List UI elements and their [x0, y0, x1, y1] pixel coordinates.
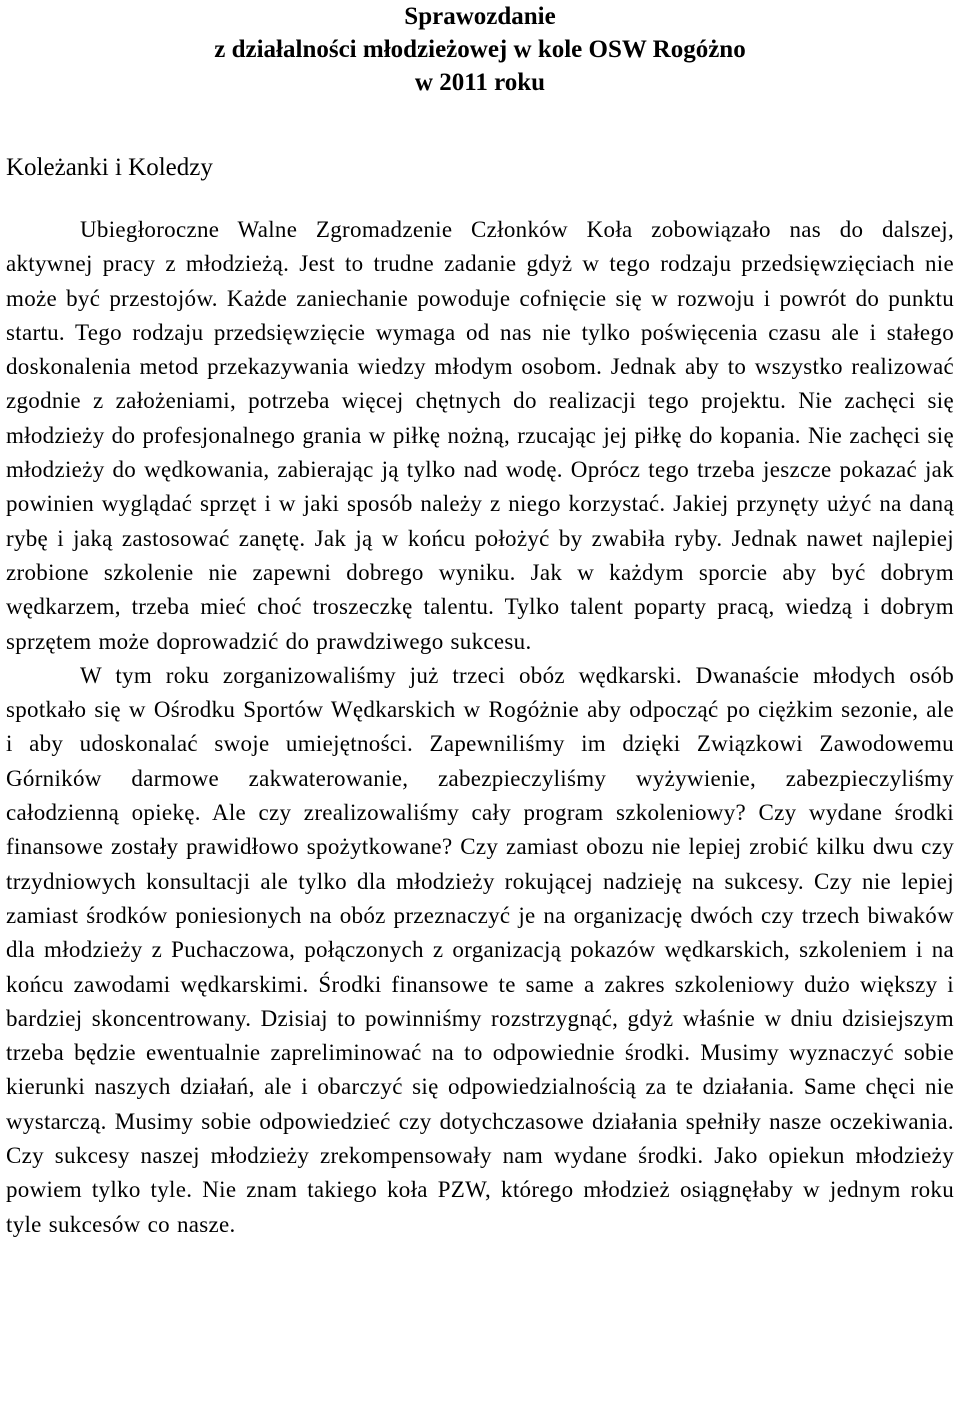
greeting: Koleżanki i Koledzy — [6, 154, 213, 181]
title-line-2: z działalności młodzieżowej w kole OSW Rogóżno — [214, 36, 746, 63]
document-body — [6, 213, 954, 1242]
title-line-1: Sprawozdanie — [404, 3, 556, 30]
document-title — [6, 0, 954, 99]
paragraph-2: W tym roku zorganizowaliśmy już trzeci obóz wędkarski. Dwanaście młodych osób spotkało się w Ośrodku Sportów Wędkarskich w Rogóżnie aby odpocząć po ciężkim sezonie, ale i aby udoskonalać swoje umiejętności. Zapewniliśmy im dzięki Związkowi Zawodowemu Górników darmowe zakwaterowanie, zabezpieczyliśmy wyżywienie, zabezpieczyliśmy całodzienną opiekę. Ale czy zrealizowaliśmy cały program szkoleniowy? Czy wydane środki finansowe zostały prawidłowo spożytkowane? Czy zamiast obozu nie lepiej zrobić kilku dwu czy trzydniowych konsultacji ale tylko dla młodzieży rokującej nadzieję na sukcesy. Czy nie lepiej zamiast środków poniesionych na obóz przeznaczyć je na organizację dwóch czy trzech biwaków dla młodzieży z Puchaczowa, połączonych z organizacją pokazów wędkarskich, szkoleniem i na końcu zawodami wędkarskimi. Środki finansowe te same a zakres szkoleniowy dużo większy i bardziej skoncentrowany. Dzisiaj to powinniśmy rozstrzygnąć, gdyż właśnie w dniu dzisiejszym trzeba będzie ewentualnie zapreliminować na to odpowiednie środki. Musimy wyznaczyć sobie kierunki naszych działań, ale i obarczyć się odpowiedzialnością za te działania. Same chęci nie wystarczą. Musimy sobie odpowiedzieć czy dotychczasowe działania spełniły nasze oczekiwania. Czy sukcesy naszej młodzieży zrekompensowały nam wydane środki. Jako opiekun młodzieży powiem tylko tyle. Nie znam takiego koła PZW, którego młodzież osiągnęłaby w jednym roku tyle sukcesów co nasze. — [6, 662, 954, 1237]
paragraph-1: Ubiegłoroczne Walne Zgromadzenie Członków Koła zobowiązało nas do dalszej, aktywnej pracy z młodzieżą. Jest to trudne zadanie gdyż w tego rodzaju przedsięwzięciach nie może być przestojów. Każde zaniechanie powoduje cofnięcie się w rozwoju i powrót do punktu startu. Tego rodzaju przedsięwzięcie wymaga od nas nie tylko poświęcenia czasu ale i stałego doskonalenia metod przekazywania wiedzy młodym osobom. Jednak aby to wszystko realizować zgodnie z założeniami, potrzeba więcej chętnych do realizacji tego projektu. Nie zachęci się młodzieży do profesjonalnego grania w piłkę nożną, rzucając jej piłkę do kopania. Nie zachęci się młodzieży do wędkowania, zabierając ją tylko nad wodę. Oprócz tego trzeba jeszcze pokazać jak powinien wyglądać sprzęt i w jaki sposób należy z niego korzystać. Jakiej przynęty użyć na daną rybę i jaką zastosować zanętę. Jak ją w końcu położyć by zwabiła ryby. Jednak nawet najlepiej zrobione szkolenie nie zapewni dobrego wyniku. Jak w każdym sporcie aby być dobrym wędkarzem, trzeba mieć choć troszeczkę talentu. Tylko talent poparty pracą, wiedzą i dobrym sprzętem może doprowadzić do prawdziwego sukcesu. — [6, 217, 954, 654]
title-line-3: w 2011 roku — [414, 69, 546, 96]
document-page — [6, 0, 954, 1242]
